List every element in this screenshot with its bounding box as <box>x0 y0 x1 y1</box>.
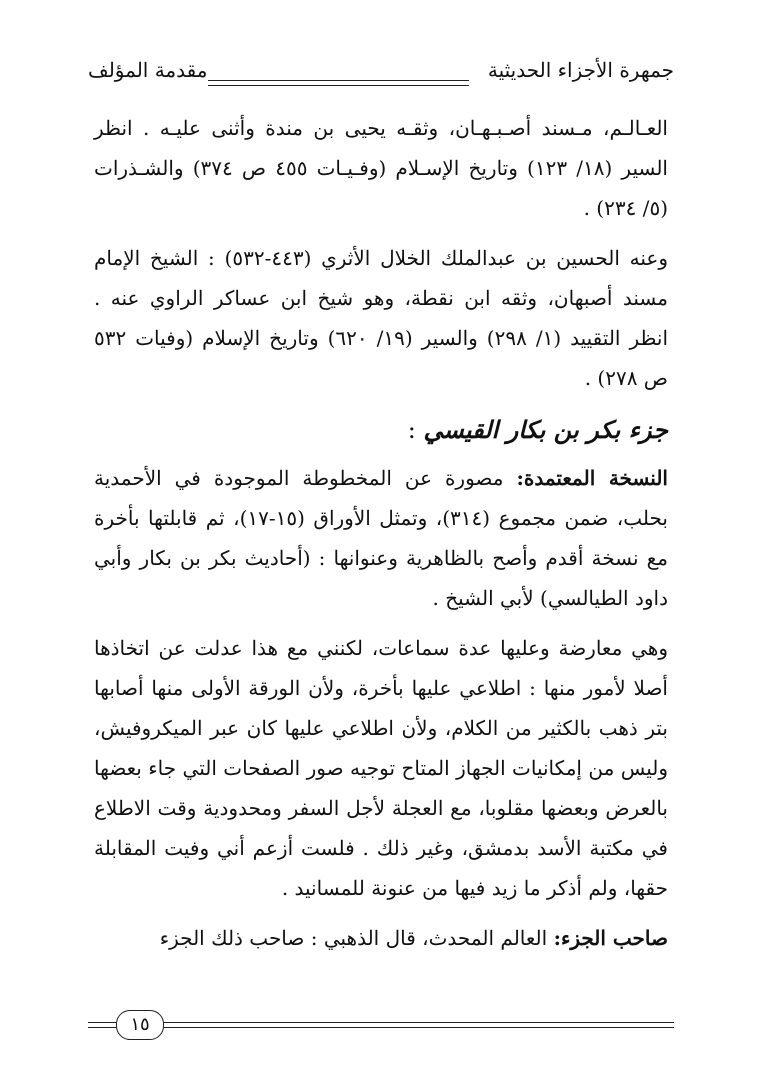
manuscript-paragraph <box>94 458 668 618</box>
author-label: صاحب الجزء: <box>553 926 668 950</box>
running-header <box>88 58 674 92</box>
paragraph-2: وعنه الحسين بن عبدالملك الخلال الأثري (٤٤٣-٥٣٢) : الشيخ الإمام مسند أصبهان، وثقه ابن نقطة، وهو شيخ ابن عساكر الراوي عنه . انظر التقييد (١/ ٢٩٨) والسير (١٩/ ٦٢٠) وتاريخ الإسلام (وفيات ٥٣٢ ص ٢٧٨) . <box>94 246 669 390</box>
page-body <box>94 108 668 968</box>
paragraph-1: العـالـم، مـسند أصـبـهـان، وثقـه يحيى بن مندة وأثنى عليـه . انظر السير (١٨/ ١٢٣) وتاريخ الإسـلام (وفـيـات ٤٥٥ ص ٣٧٤) والشـذرات (٥/ ٢٣٤) . <box>94 116 668 220</box>
section-heading-suffix: : <box>407 416 416 444</box>
manuscript-label: النسخة المعتمدة: <box>516 466 668 490</box>
book-title: جمهرة الأجزاء الحديثية <box>487 58 674 82</box>
author-text: العالم المحدث، قال الذهبي : صاحب ذلك الجزء <box>159 926 548 950</box>
footer-rule-left <box>88 1022 118 1028</box>
header-rule <box>208 80 469 86</box>
manuscript-text: مصورة عن المخطوطة الموجودة في الأحمدية بحلب، ضمن مجموع (٣١٤)، وتمثل الأوراق (١٥-١٧)، ثم قابلتها بأخرة مع نسخة أقدم وأصح بالظاهرية وعنوانها : (أحاديث بكر بن بكار وأبي داود الطيالسي) لأبي الشيخ . <box>94 466 668 610</box>
paragraph-3: وهي معارضة وعليها عدة سماعات، لكنني مع هذا عدلت عن اتخاذها أصلا لأمور منها : اطلاعي عليها بأخرة، ولأن الورقة الأولى منها أصابها بتر ذهب بالكثير من الكلام، ولأن اطلاعي عليها كان عبر الميكروفيش، وليس من إمكانيات الجهاز المتاح توجيه صور الصفحات التي جاء بعضها بالعرض وبعضها مقلوبا، مع العجلة لأجل السفر ومحدودية وقت الاطلاع في مكتبة الأسد بدمشق، وغير ذلك . فلست أزعم أني وفيت المقابلة حقها، ولم أذكر ما زيد فيها من عنونة للمسانيد . <box>94 636 668 900</box>
author-paragraph <box>94 918 668 958</box>
page-footer <box>88 1010 674 1044</box>
page-number: ١٥ <box>116 1010 164 1040</box>
section-title: مقدمة المؤلف <box>88 58 208 82</box>
section-heading <box>94 408 668 452</box>
section-heading-title: جزء بكر بن بكار القيسي <box>423 415 668 444</box>
footer-rule <box>158 1022 674 1028</box>
